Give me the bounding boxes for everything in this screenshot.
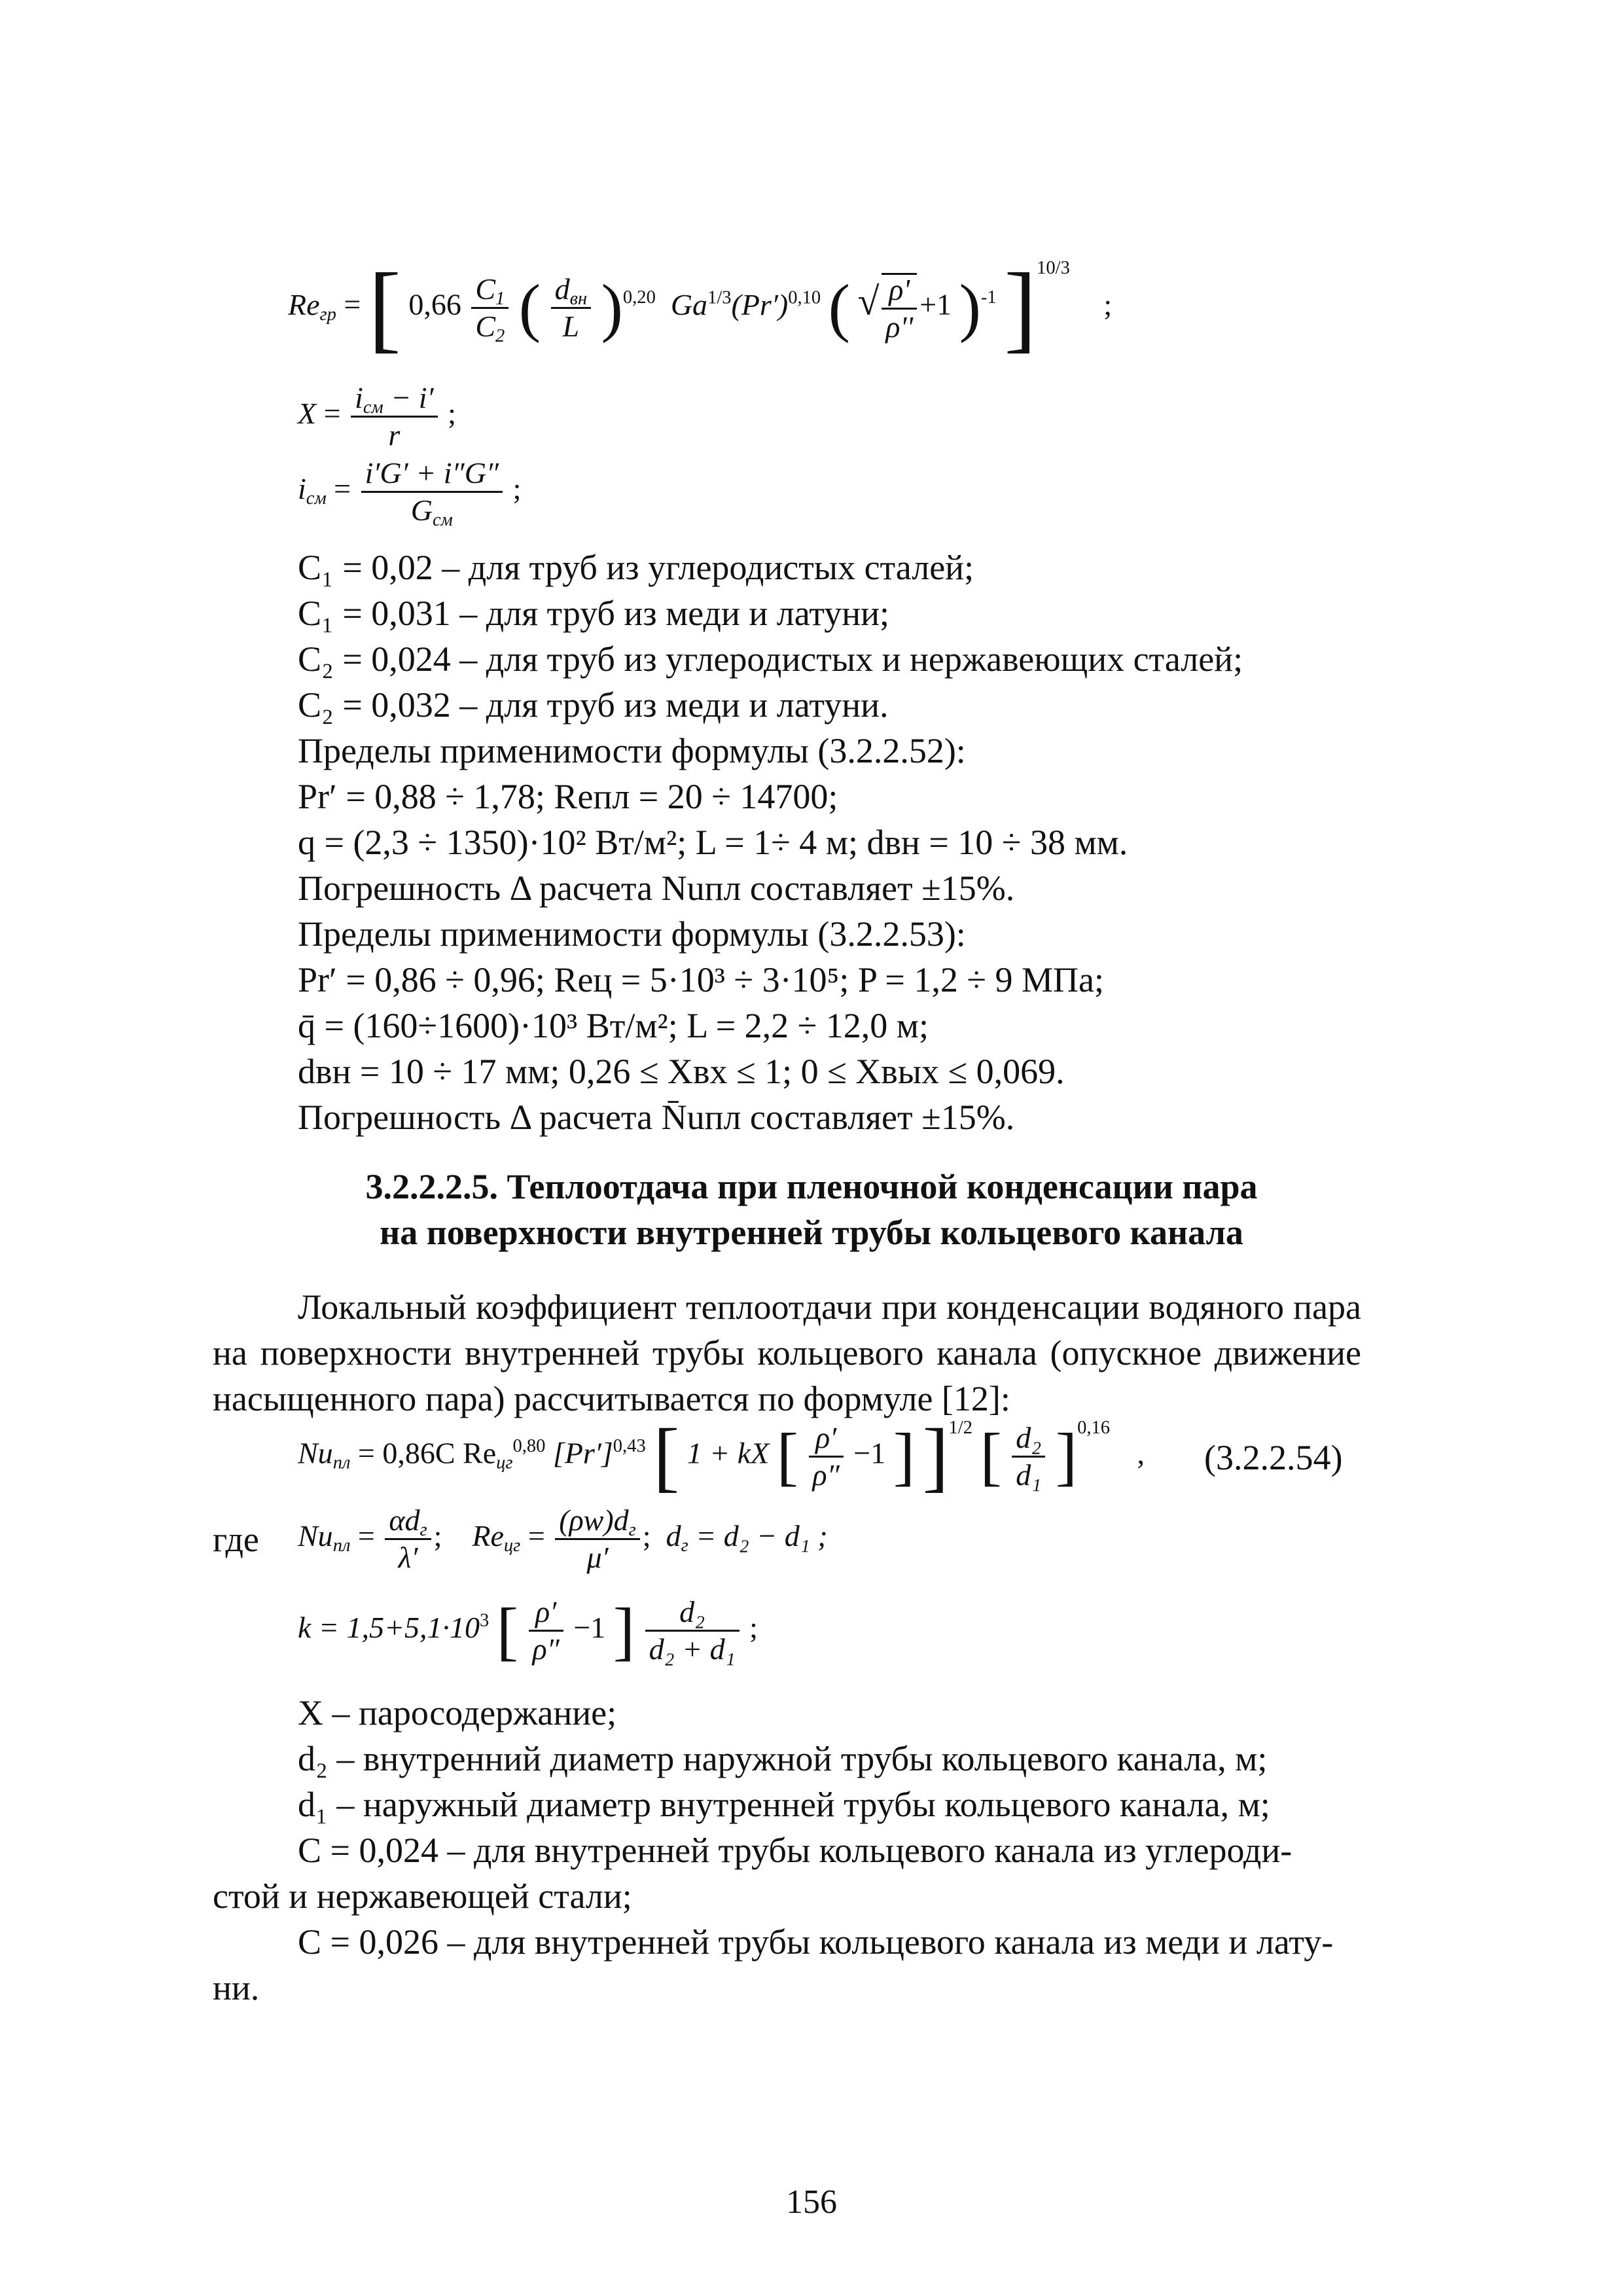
line-c1-copper: C₁ = 0,031 – для труб из меди и латуни; <box>298 594 889 633</box>
x-formula: X = $\frac{i_{см} - i'}{r}$ ; <box>298 381 456 452</box>
line-c2-steel: C₂ = 0,024 – для труб из углеродистых и нержавеющих сталей; <box>298 639 1243 679</box>
section-heading-line-1: 3.2.2.2.5. Теплоотдача при пленочной конденсации пара <box>365 1167 1258 1206</box>
where-label: где <box>213 1520 259 1559</box>
line-q-l-53: q̄ = (160÷1600)·10³ Вт/м²; L = 2,2 ÷ 12,0 м; <box>298 1006 929 1045</box>
equation-3-2-2-54: $Nu_{пл} = 0,86C$ $Re_{цг}^{0,80}$ $[Pr']^{0,43}$ [ 1 + kX [ $\frac{\rho'}{\rho''}$ −1 ] ]$^{1/2}$ [ $\frac{\text{d₂}}{\text{d₁}}$ ]$^{0,16}$ , <box>298 1412 1145 1499</box>
k-formula: $k = 1,5+5,1\cdot 10^3$ [ $\frac{\rho'}{\rho''}$ −1 ] $\frac{\text{d₂}}{\text{d₂ + d₁}}$ ; <box>298 1594 758 1667</box>
line-c1-steel: C₁ = 0,02 – для труб из углеродистых сталей; <box>298 548 974 587</box>
line-pr-re-52: Pr′ = 0,88 ÷ 1,78; Reпл = 20 ÷ 14700; <box>298 777 838 816</box>
where-definitions: $Nu_{пл}$ = $\frac{\alpha d_г}{\lambda'}$ ; $Re_{цг}$ = $\frac{(\rho w)d_г}{\mu'}$ ; $d_г = d_2 - d_1$ ; <box>298 1503 828 1574</box>
line-pr-re-p-53: Pr′ = 0,86 ÷ 0,96; Reц = 5·10³ ÷ 3·10⁵; P = 1,2 ÷ 9 МПа; <box>298 960 1104 999</box>
def-x: X – паросодержание; <box>298 1693 617 1732</box>
line-limits-53: Пределы применимости формулы (3.2.2.53): <box>298 914 966 954</box>
def-c-copper-cont: ни. <box>213 1968 260 2007</box>
def-d1: d₁ – наружный диаметр внутренней трубы кольцевого канала, м; <box>298 1785 1270 1824</box>
line-error-52: Погрешность Δ расчета Nuпл составляет ±15%. <box>298 869 1015 908</box>
equation-number: (3.2.2.54) <box>1204 1438 1343 1477</box>
def-c-copper: C = 0,026 – для внутренней трубы кольцевого канала из меди и лату- <box>298 1922 1334 1962</box>
line-error-53: Погрешность Δ расчета N̄uпл составляет ±15%. <box>298 1098 1015 1137</box>
def-c-steel: C = 0,024 – для внутренней трубы кольцевого канала из углероди- <box>298 1831 1293 1870</box>
section-heading-line-2: на поверхности внутренней трубы кольцевого канала <box>380 1213 1243 1252</box>
page-number: 156 <box>786 2183 837 2221</box>
re-gr-formula: $Re_{гр}$ = [ 0,66 $\frac{C_1}{C_2}$ ( $\frac{d_{вн}}{L}$ )$^{0,20}$ $Ga^{1/3}(Pr')^{0,10}$ ( √ $\frac{\rho'}{\rho''}$ +1 )$^{-1}$ ]$^{10/3}$ ; <box>288 253 1113 362</box>
def-c-steel-cont: стой и нержавеющей стали; <box>213 1876 632 1916</box>
line-d-x-53: dвн = 10 ÷ 17 мм; 0,26 ≤ Xвх ≤ 1; 0 ≤ Xвых ≤ 0,069. <box>298 1052 1065 1091</box>
line-c2-copper: C₂ = 0,032 – для труб из меди и латуни. <box>298 685 889 725</box>
re-gr-lhs: $Re_{гр}$ <box>288 287 336 325</box>
paragraph-intro: Локальный коэффициент теплоотдачи при конденсации водяного пара на поверхности внутренней трубы кольцевого канала (опускное движение насыщенного пара) рассчитывается по формуле [12]: <box>213 1287 1361 1418</box>
i-sm-formula: $i_{см}$ = $\frac{i'G' + i''G''}{G_{см}}$ ; <box>298 456 522 530</box>
def-d2: d₂ – внутренний диаметр наружной трубы кольцевого канала, м; <box>298 1739 1268 1778</box>
line-q-l-d-52: q = (2,3 ÷ 1350)·10² Вт/м²; L = 1÷ 4 м; dвн = 10 ÷ 38 мм. <box>298 823 1128 862</box>
line-limits-52: Пределы применимости формулы (3.2.2.52): <box>298 731 966 770</box>
